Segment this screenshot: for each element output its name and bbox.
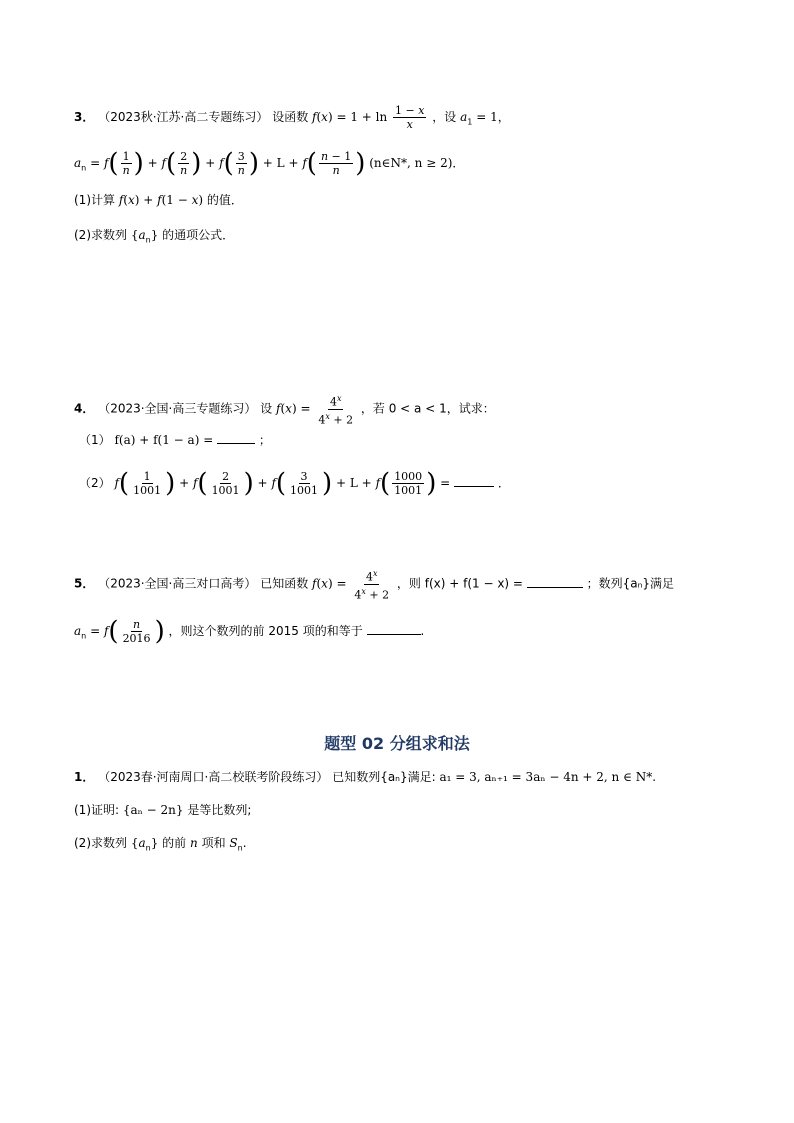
q4-func-fraction: $\frac{4^x}{4^x + 2}$ xyxy=(318,394,354,427)
s1-part2-mid: 的前 xyxy=(162,836,187,850)
q4-part2-label: （2） xyxy=(79,476,111,490)
q4-intro: 设 xyxy=(260,401,273,416)
q3-source: （2023秋·江苏·高二专题练习） xyxy=(98,110,269,124)
q4-condition: ，若 0 < a < 1，试求： xyxy=(360,401,495,416)
s1-condition: a₁ = 3, aₙ₊₁ = 3aₙ − 4n + 2, n ∈ N*. xyxy=(439,770,657,784)
q5-blank1[interactable] xyxy=(527,575,583,588)
q3-part1: (1)计算 f(x) + f(1 − x) 的值． xyxy=(74,193,243,207)
s1-part1-label: (1)证明: xyxy=(74,803,120,817)
q4-part1 xyxy=(79,430,271,450)
q5-line1: 5． （2023·全国·高三对口高考） 已知函数 f(x) = $\frac{4^x}{4^x + 2}$ ，则 f(x) + f(1 − x) = ；数列{aₙ}满足 xyxy=(74,569,675,602)
s1-number: 1． xyxy=(74,770,95,784)
q3-func-def: f xyxy=(312,110,317,124)
q4-part1-label: （1） xyxy=(79,433,111,447)
q5-number: 5． xyxy=(74,576,95,591)
q3-part2-label: (2)求数列 xyxy=(74,228,127,242)
q3-tail: (n∈N*, n ≥ 2)． xyxy=(369,156,465,170)
q3-line2: $a_n = f$( $\frac{1}{n}$ ) + f( $\frac{2}{n}$ ) + f( $\frac{3}{n}$ ) + L + f( $\frac{n - 1}{n}$ ) (n∈N*, n ≥ 2)． xyxy=(74,148,465,179)
section-title: 题型 02 分组求和法 xyxy=(324,734,470,753)
q5-line2-end: ，则这个数列的前 2015 项的和等于 xyxy=(168,624,363,638)
s1-part2: (2)求数列 $\{a_n\}$ 的前 n 项和 $S_n$. xyxy=(74,836,247,853)
s1-period: . xyxy=(242,836,247,850)
q4-part1-expr: f(a) + f(1 − a) = xyxy=(114,433,214,447)
q4-part2: （2） f( $\frac{1}{1001}$ ) + f( $\frac{2}{1001}$ ) + f( $\frac{3}{1001}$ ) + L + f( $\frac{1000}{1001}$ ) = ． xyxy=(79,468,510,499)
s1-line1 xyxy=(74,767,656,787)
s1-intro: 已知数列{aₙ}满足: xyxy=(332,770,436,784)
q5-blank2[interactable] xyxy=(367,622,421,635)
s1-part2-end: 项和 xyxy=(201,836,226,850)
q3-part2-end: 的通项公式． xyxy=(162,228,235,242)
q3-number: 3． xyxy=(74,110,95,124)
q4-part1-blank[interactable] xyxy=(217,431,255,444)
q5-mid: ，则 f(x) + f(1 − x) = xyxy=(396,576,523,591)
q5-func-fraction: $\frac{4^x}{4^x + 2}$ xyxy=(354,569,390,602)
q5-mid2: ；数列{aₙ}满足 xyxy=(586,576,675,591)
q4-line1: 4． （2023·全国·高三专题练习） 设 f(x) = $\frac{4^x}{4^x + 2}$ ，若 0 < a < 1，试求： xyxy=(74,394,495,427)
q4-part2-blank[interactable] xyxy=(454,474,494,487)
q4-number: 4． xyxy=(74,401,95,416)
s1-source: （2023春·河南周口·高二校联考阶段练习） xyxy=(98,770,329,784)
q5-end: . xyxy=(420,624,425,638)
q3-ln-fraction: $\frac{1 - x}{x}$ xyxy=(395,104,425,131)
s1-part1 xyxy=(74,800,251,820)
q3-part1-label: (1)计算 xyxy=(74,193,115,207)
s1-part1-expr: {aₙ − 2n} xyxy=(122,803,184,817)
q4-part1-end: ； xyxy=(258,433,271,447)
q3-part1-end: 的值． xyxy=(206,193,243,207)
q5-source: （2023·全国·高三对口高考） xyxy=(98,576,257,591)
q3-intro: 设函数 xyxy=(272,110,309,124)
q4-part2-end: ． xyxy=(497,476,510,490)
q3-line1: 3． （2023秋·江苏·高二专题练习） 设函数 f(x) = 1 + ln $\frac{1 - x}{x}$ ，设 $a_1 = 1$， xyxy=(74,104,510,131)
s1-part2-label: (2)求数列 xyxy=(74,836,127,850)
q4-source: （2023·全国·高三专题练习） xyxy=(98,401,257,416)
s1-part1-end: 是等比数列; xyxy=(187,803,252,817)
q3-a1: = 1， xyxy=(476,110,510,124)
q5-intro: 已知函数 xyxy=(260,576,309,591)
q3-sep: ，设 xyxy=(432,110,457,124)
q5-line2: $a_n = f$( $\frac{n}{2016}$ ) ，则这个数列的前 2015 项的和等于 . xyxy=(74,616,425,647)
q3-part2: (2)求数列 $\{a_n\}$ 的通项公式． xyxy=(74,228,235,245)
